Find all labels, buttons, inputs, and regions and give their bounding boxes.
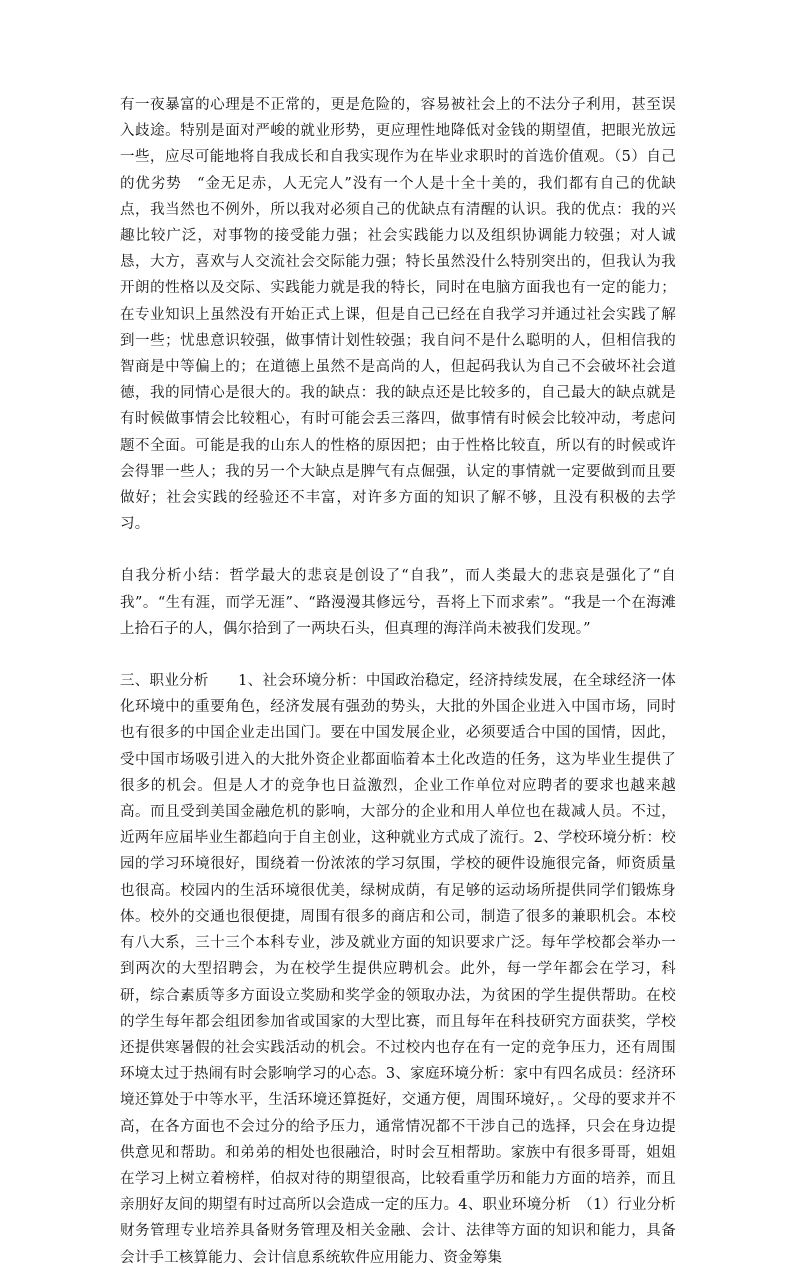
paragraph-career-analysis: 三、职业分析 1、社会环境分析：中国政治稳定，经济持续发展，在全球经济一体化环境中的重要角色，经济发展有强劲的势头，大批的外国企业进入中国市场，同时也有很多的中国企业走出国门。要在中国发展企业，必须要适合中国的国情，因此，受中国市场吸引进入的大批外资企业都面临着本土化改造的任务，这为毕业生提供了很多的机会。但是人才的竞争也日益激烈，企业工作单位对应聘者的要求也越来越高。而且受到美国金融危机的影响，大部分的企业和用人单位也在裁减人员。不过，近两年应届毕业生都趋向于自主创业，这种就业方式成了流行。2、学校环境分析：校园的学习环境很好，围绕着一份浓浓的学习氛围，学校的硬件设施很完备，师资质量也很高。校园内的生活环境很优美，绿树成荫，有足够的运动场所提供同学们锻炼身体。校外的交通也很便捷，周围有很多的商店和公司，制造了很多的兼职机会。本校有八大系，三十三个本科专业，涉及就业方面的知识要求广泛。每年学校都会举办一到两次的大型招聘会，为在校学生提供应聘机会。此外，每一学年都会在学习，科研，综合素质等多方面设立奖励和奖学金的领取办法，为贫困的学生提供帮助。在校的学生每年都会组团参加省或国家的大型比赛，而且每年在科技研究方面获奖，学校还提供寒暑假的社会实践活动的机会。不过校内也存在有一定的竞争压力，还有周围环境太过于热闹有时会影响学习的心态。3、家庭环境分析：家中有四名成员：经济环境还算处于中等水平，生活环境还算挺好，交通方便，周围环境好，。父母的要求并不高，在各方面也不会过分的给予压力，通常情况都不干涉自己的选择，只会在身边提供意见和帮助。和弟弟的相处也很融洽，时时会互相帮助。家族中有很多哥哥，姐姐在学习上树立着榜样，伯叔对待的期望很高，比较看重学历和能力方面的培养，而且亲朋好友间的期望有时过高所以会造成一定的压力。4、职业环境分析 （1）行业分析 财务管理专业培养具备财务管理及相关金融、会计、法律等方面的知识和能力，具备会计手工核算能力、会计信息系统软件应用能力、资金筹集 [120,673,691,1266]
paragraph-self-analysis: 有一夜暴富的心理是不正常的，更是危险的，容易被社会上的不法分子利用，甚至误入歧途。特别是面对严峻的就业形势，更应理性地降低对金钱的期望值，把眼光放远一些，应尽可能地将自我成长和自我实现作为在毕业求职时的首选价值观。（5）自己的优劣势 “金无足赤，人无完人”没有一个人是十全十美的，我们都有自己的优缺点，我当然也不例外，所以我对必须自己的优缺点有清醒的认识。我的优点：我的兴趣比较广泛，对事物的接受能力强；社会实践能力以及组织协调能力较强；对人诚恳，大方，喜欢与人交流社会交际能力强；特长虽然没什么特别突出的，但我认为我开朗的性格以及交际、实践能力就是我的特长，同时在电脑方面我也有一定的能力；在专业知识上虽然没有开始正式上课，但是自己已经在自我学习并通过社会实践了解到一些；忧患意识较强，做事情计划性较强；我自问不是什么聪明的人，但相信我的智商是中等偏上的；在道德上虽然不是高尚的人，但起码我认为自己不会破坏社会道德，我的同情心是很大的。我的缺点：我的缺点还是比较多的，自己最大的缺点就是有时候做事情会比较粗心，有时可能会丢三落四，做事情有时候会比较冲动，考虑问题不全面。可能是我的山东人的性格的原因把；由于性格比较直，所以有的时候或许会得罪一些人；我的另一个大缺点是脾气有点倔强，认定的事情就一定要做到而且要做好；社会实践的经验还不丰富，对许多方面的知识了解不够，且没有积极的去学习。 [120,97,676,533]
paragraph-gap [120,537,676,563]
document-page [120,92,691,1271]
paragraph-self-analysis-summary: 自我分析小结：哲学最大的悲哀是创设了“自我”，而人类最大的悲哀是强化了“自我”。“生有涯，而学无涯”、“路漫漫其修远兮，吾将上下而求索”。“我是一个在海滩上拾石子的人，偶尔拾到了一两块石头，但真理的海洋尚未被我们发现。” [120,568,676,637]
paragraph-gap [120,642,676,668]
